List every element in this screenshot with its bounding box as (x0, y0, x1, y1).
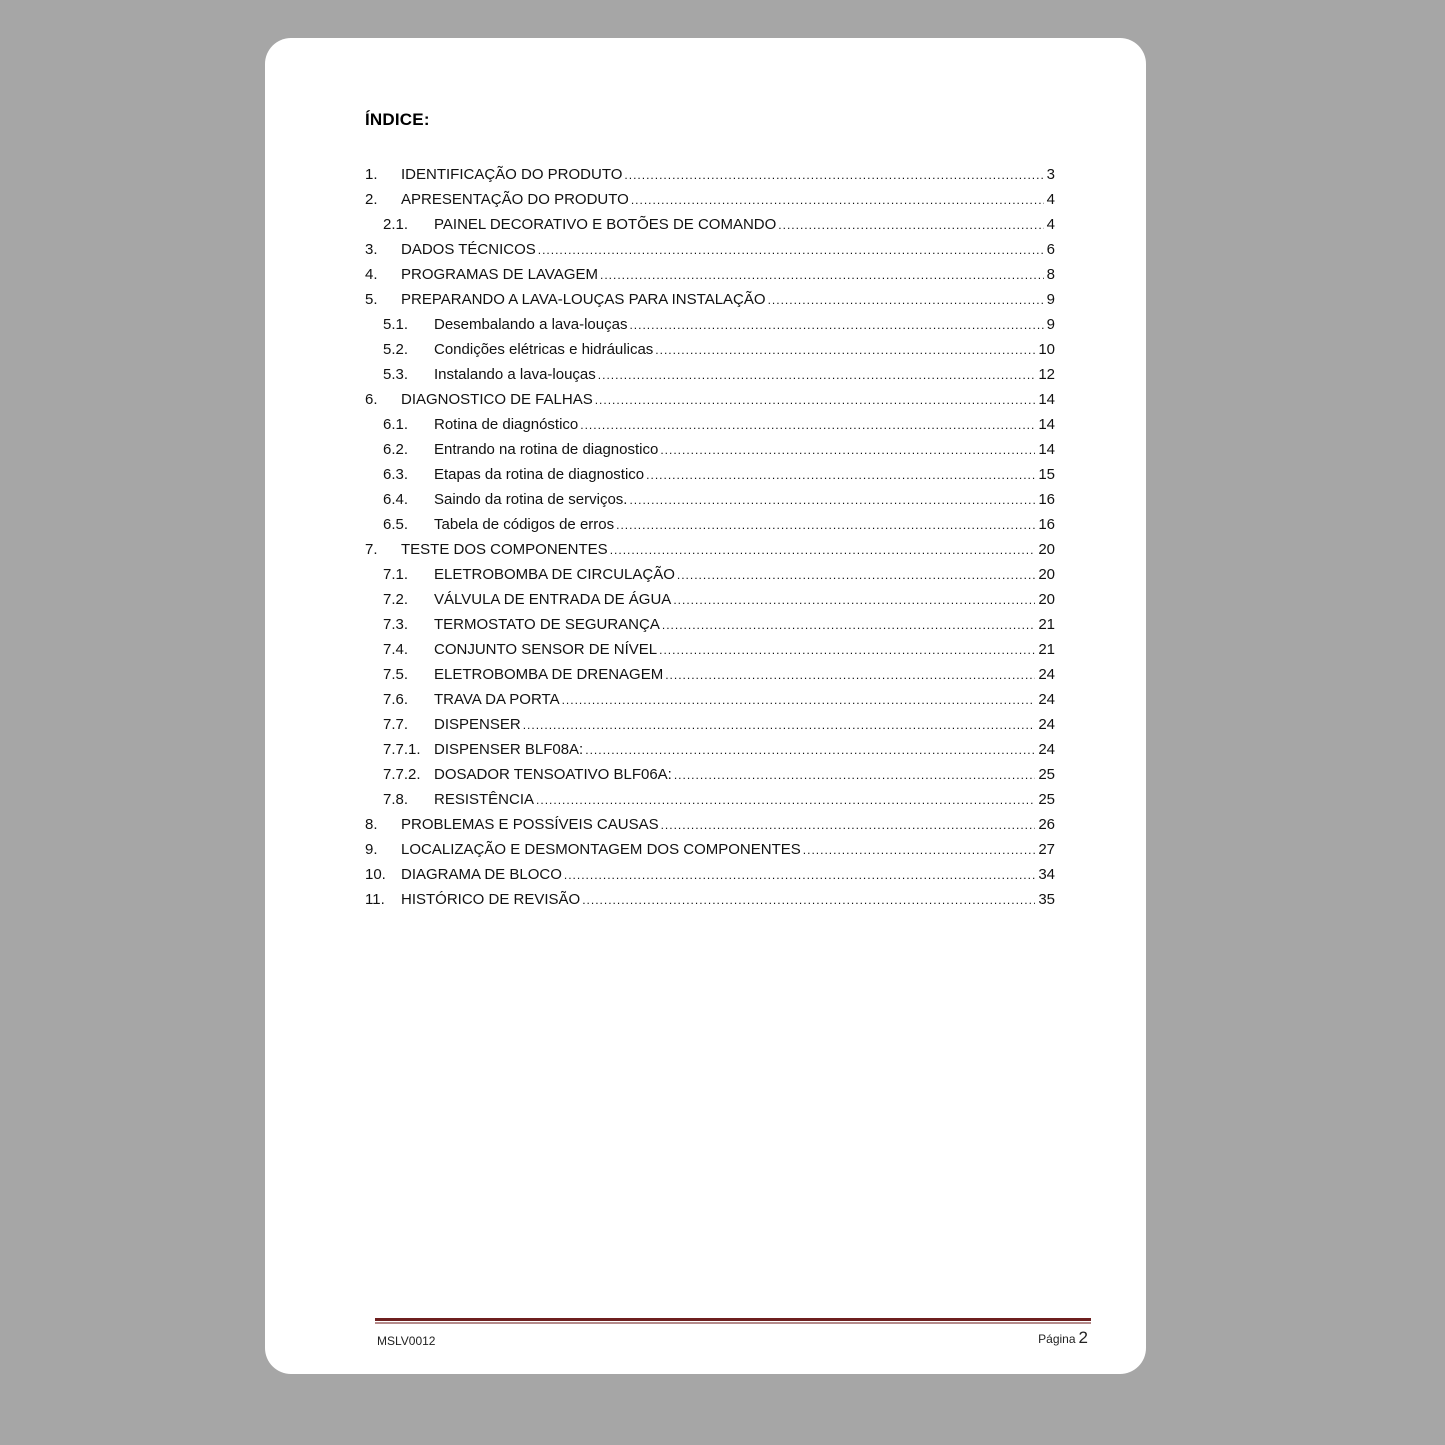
toc-entry-label (434, 787, 1055, 813)
toc-dot-leader (803, 838, 1036, 863)
toc-entry-title: ELETROBOMBA DE DRENAGEM (434, 662, 665, 687)
toc-entry-number: 6.4. (383, 491, 409, 508)
toc-dot-leader (665, 663, 1035, 688)
toc-entry-title: PREPARANDO A LAVA-LOUÇAS PARA INSTALAÇÃO (401, 287, 768, 312)
toc-entry-label (401, 262, 1055, 288)
toc-entry-title: PROGRAMAS DE LAVAGEM (401, 262, 600, 287)
toc-entry[interactable] (365, 887, 1055, 912)
toc-entry-label (401, 837, 1055, 863)
toc-dot-leader (661, 813, 1036, 838)
toc-dot-leader (778, 213, 1043, 238)
toc-entry-number: 8. (365, 816, 378, 833)
toc-entry-number: 5. (365, 291, 378, 308)
toc-entry-title: APRESENTAÇÃO DO PRODUTO (401, 187, 631, 212)
toc-entry-page: 10 (1038, 341, 1055, 358)
toc-heading: ÍNDICE: (365, 110, 430, 129)
toc-entry-label (434, 587, 1055, 613)
toc-entry[interactable] (365, 287, 1055, 312)
toc-entry-number: 1. (365, 166, 378, 183)
toc-dot-leader (616, 513, 1035, 538)
toc-entry-title: DISPENSER (434, 712, 523, 737)
toc-entry-number: 9. (365, 841, 378, 858)
toc-entry-label (434, 562, 1055, 588)
toc-entry-title: PROBLEMAS E POSSÍVEIS CAUSAS (401, 812, 661, 837)
toc-entry-page: 9 (1046, 291, 1055, 308)
toc-entry-label (434, 687, 1055, 713)
toc-entry-title: Etapas da rotina de diagnostico (434, 462, 646, 487)
toc-entry-label (434, 412, 1055, 438)
toc-entry-page: 24 (1038, 691, 1055, 708)
toc-entry[interactable] (365, 337, 1055, 362)
toc-entry-page: 6 (1046, 241, 1055, 258)
toc-dot-leader (598, 363, 1036, 388)
toc-entry-number: 7.2. (383, 591, 409, 608)
toc-entry-label (434, 312, 1055, 338)
toc-entry-title: DISPENSER BLF08A: (434, 737, 585, 762)
toc-entry-number: 6.3. (383, 466, 409, 483)
toc-entry[interactable] (365, 787, 1055, 812)
toc-dot-leader (523, 713, 1036, 738)
toc-entry[interactable] (365, 512, 1055, 537)
footer-rule-shadow (375, 1322, 1091, 1324)
toc-entry-label (434, 512, 1055, 538)
toc-entry-page: 21 (1038, 616, 1055, 633)
toc-entry-title: TRAVA DA PORTA (434, 687, 562, 712)
toc-dot-leader (624, 163, 1043, 188)
toc-entry-label (434, 762, 1055, 788)
toc-entry-page: 15 (1038, 466, 1055, 483)
toc-dot-leader (595, 388, 1036, 413)
toc-entry-label (401, 237, 1055, 263)
toc-dot-leader (562, 688, 1036, 713)
toc-entry[interactable] (365, 362, 1055, 387)
toc-entry-title: HISTÓRICO DE REVISÃO (401, 887, 582, 912)
toc-entry-label (434, 462, 1055, 488)
toc-dot-leader (629, 313, 1043, 338)
toc-entry-page: 16 (1038, 516, 1055, 533)
toc-entry-number: 10. (365, 866, 386, 883)
toc-entry-page: 25 (1038, 791, 1055, 808)
toc-entry-number: 5.2. (383, 341, 409, 358)
toc-entry-label (434, 487, 1055, 513)
toc-entry-label (401, 862, 1055, 888)
toc-entry[interactable] (365, 537, 1055, 562)
toc-entry-page: 25 (1038, 766, 1055, 783)
page-label: Página (1038, 1332, 1076, 1346)
toc-entry-label (401, 812, 1055, 838)
toc-entry[interactable] (365, 162, 1055, 187)
toc-entry-number: 5.1. (383, 316, 409, 333)
toc-entry-number: 6.5. (383, 516, 409, 533)
footer-rule (375, 1318, 1091, 1321)
toc-entry-number: 4. (365, 266, 378, 283)
table-of-contents (365, 162, 1055, 912)
toc-entry-number: 7.6. (383, 691, 409, 708)
toc-entry-title: Rotina de diagnóstico (434, 412, 580, 437)
toc-entry[interactable] (365, 712, 1055, 737)
toc-entry-title: Tabela de códigos de erros (434, 512, 616, 537)
toc-entry[interactable] (365, 487, 1055, 512)
toc-entry-title: DIAGNOSTICO DE FALHAS (401, 387, 595, 412)
toc-entry-number: 7.7.2. (383, 766, 421, 783)
toc-dot-leader (631, 188, 1044, 213)
toc-entry-label (434, 362, 1055, 388)
toc-entry-label (434, 662, 1055, 688)
toc-entry-number: 7.7. (383, 716, 409, 733)
toc-entry-title: Saindo da rotina de serviços. (434, 487, 629, 512)
toc-entry-number: 7.7.1. (383, 741, 421, 758)
toc-entry[interactable] (365, 587, 1055, 612)
toc-entry-title: IDENTIFICAÇÃO DO PRODUTO (401, 162, 624, 187)
toc-entry[interactable] (365, 662, 1055, 687)
toc-entry-page: 14 (1038, 441, 1055, 458)
document-code: MSLV0012 (377, 1334, 436, 1348)
toc-entry[interactable] (365, 312, 1055, 337)
document-page (265, 38, 1146, 1374)
toc-entry-page: 16 (1038, 491, 1055, 508)
toc-entry-label (434, 737, 1055, 763)
toc-entry-label (401, 887, 1055, 913)
toc-entry-page: 4 (1046, 216, 1055, 233)
toc-entry-page: 20 (1038, 566, 1055, 583)
page-number: 2 (1078, 1328, 1088, 1347)
toc-entry-page: 24 (1038, 741, 1055, 758)
toc-dot-leader (629, 488, 1035, 513)
toc-entry-label (401, 287, 1055, 313)
toc-entry[interactable] (365, 237, 1055, 262)
toc-entry[interactable] (365, 837, 1055, 862)
toc-entry[interactable] (365, 412, 1055, 437)
toc-entry-number: 6.1. (383, 416, 409, 433)
toc-entry-number: 7.5. (383, 666, 409, 683)
toc-dot-leader (655, 338, 1035, 363)
toc-entry[interactable] (365, 462, 1055, 487)
toc-entry-label (401, 537, 1055, 563)
toc-entry[interactable] (365, 187, 1055, 212)
toc-dot-leader (536, 788, 1035, 813)
toc-entry[interactable] (365, 762, 1055, 787)
toc-entry-label (434, 337, 1055, 363)
toc-entry[interactable] (365, 637, 1055, 662)
toc-entry-label (434, 712, 1055, 738)
toc-dot-leader (580, 413, 1035, 438)
toc-dot-leader (538, 238, 1044, 263)
toc-entry-number: 5.3. (383, 366, 409, 383)
toc-entry-title: Desembalando a lava-louças (434, 312, 629, 337)
toc-dot-leader (677, 563, 1035, 588)
toc-entry-number: 7.3. (383, 616, 409, 633)
toc-entry-label (434, 212, 1055, 238)
toc-entry-page: 24 (1038, 666, 1055, 683)
toc-entry[interactable] (365, 687, 1055, 712)
toc-entry[interactable] (365, 437, 1055, 462)
toc-entry-page: 27 (1038, 841, 1055, 858)
toc-entry[interactable] (365, 562, 1055, 587)
toc-entry-page: 12 (1038, 366, 1055, 383)
toc-entry-label (434, 437, 1055, 463)
toc-dot-leader (610, 538, 1036, 563)
toc-entry-number: 11. (365, 891, 385, 908)
toc-entry[interactable] (365, 862, 1055, 887)
toc-entry-page: 24 (1038, 716, 1055, 733)
toc-entry-page: 3 (1046, 166, 1055, 183)
toc-entry-page: 21 (1038, 641, 1055, 658)
toc-entry[interactable] (365, 812, 1055, 837)
toc-dot-leader (564, 863, 1035, 888)
toc-dot-leader (600, 263, 1044, 288)
toc-entry-page: 20 (1038, 591, 1055, 608)
toc-entry-number: 6. (365, 391, 378, 408)
toc-entry-title: TERMOSTATO DE SEGURANÇA (434, 612, 662, 637)
toc-entry-title: DIAGRAMA DE BLOCO (401, 862, 564, 887)
toc-entry-page: 35 (1038, 891, 1055, 908)
toc-entry-page: 26 (1038, 816, 1055, 833)
toc-entry-title: TESTE DOS COMPONENTES (401, 537, 610, 562)
toc-entry[interactable] (365, 262, 1055, 287)
toc-entry[interactable] (365, 212, 1055, 237)
toc-entry-page: 4 (1046, 191, 1055, 208)
toc-entry-number: 2. (365, 191, 378, 208)
toc-entry-title: Entrando na rotina de diagnostico (434, 437, 660, 462)
toc-entry-title: CONJUNTO SENSOR DE NÍVEL (434, 637, 659, 662)
toc-entry[interactable] (365, 387, 1055, 412)
toc-entry-page: 8 (1046, 266, 1055, 283)
toc-dot-leader (646, 463, 1035, 488)
toc-entry-title: DOSADOR TENSOATIVO BLF06A: (434, 762, 674, 787)
toc-dot-leader (660, 438, 1035, 463)
toc-dot-leader (582, 888, 1035, 913)
toc-entry-label (401, 387, 1055, 413)
toc-entry-number: 7.4. (383, 641, 409, 658)
toc-entry-page: 9 (1046, 316, 1055, 333)
toc-entry-title: VÁLVULA DE ENTRADA DE ÁGUA (434, 587, 673, 612)
toc-entry-number: 6.2. (383, 441, 409, 458)
toc-dot-leader (768, 288, 1044, 313)
toc-entry-title: PAINEL DECORATIVO E BOTÕES DE COMANDO (434, 212, 778, 237)
toc-dot-leader (662, 613, 1035, 638)
toc-entry-title: LOCALIZAÇÃO E DESMONTAGEM DOS COMPONENTES (401, 837, 803, 862)
toc-entry-title: DADOS TÉCNICOS (401, 237, 538, 262)
toc-dot-leader (674, 763, 1035, 788)
toc-entry-number: 3. (365, 241, 378, 258)
toc-entry-title: RESISTÊNCIA (434, 787, 536, 812)
page-indicator (1038, 1328, 1088, 1348)
toc-entry-page: 34 (1038, 866, 1055, 883)
toc-dot-leader (659, 638, 1035, 663)
toc-entry-label (401, 187, 1055, 213)
toc-dot-leader (673, 588, 1035, 613)
toc-entry-page: 14 (1038, 416, 1055, 433)
toc-entry[interactable] (365, 737, 1055, 762)
toc-entry-label (401, 162, 1055, 188)
toc-entry-number: 7.8. (383, 791, 409, 808)
toc-entry-title: Instalando a lava-louças (434, 362, 598, 387)
toc-entry-number: 2.1. (383, 216, 409, 233)
toc-entry-number: 7. (365, 541, 378, 558)
toc-entry-page: 20 (1038, 541, 1055, 558)
toc-entry-title: Condições elétricas e hidráulicas (434, 337, 655, 362)
toc-entry-label (434, 612, 1055, 638)
toc-entry-label (434, 637, 1055, 663)
toc-dot-leader (585, 738, 1035, 763)
toc-entry[interactable] (365, 612, 1055, 637)
toc-entry-number: 7.1. (383, 566, 409, 583)
toc-entry-title: ELETROBOMBA DE CIRCULAÇÃO (434, 562, 677, 587)
toc-entry-page: 14 (1038, 391, 1055, 408)
